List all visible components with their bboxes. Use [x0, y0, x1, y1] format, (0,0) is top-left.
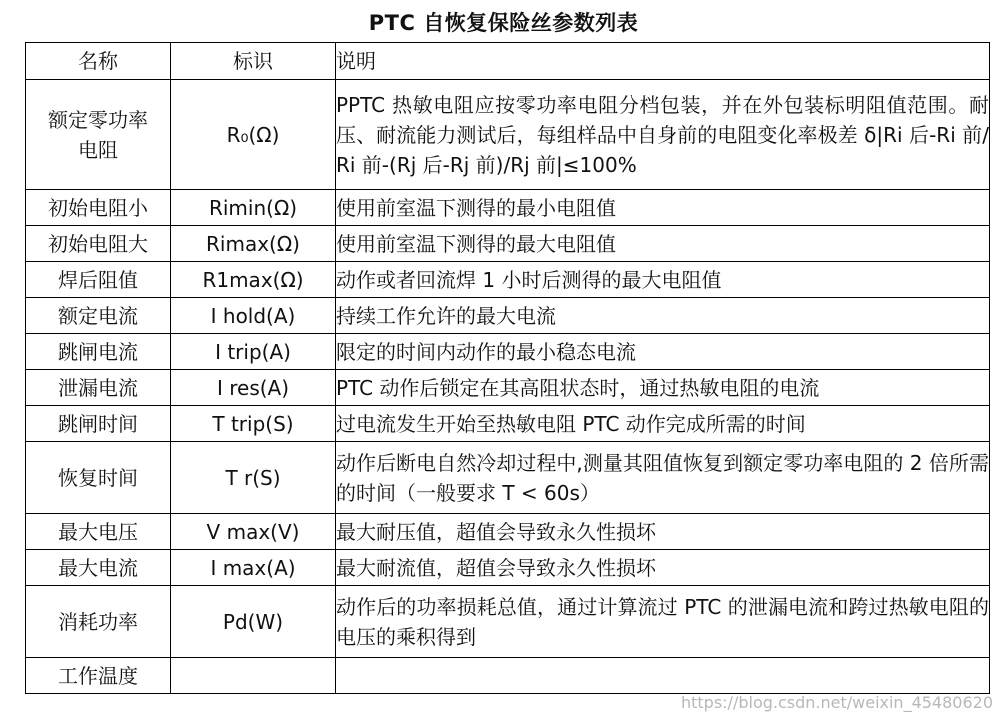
param-description: 最大耐压值，超值会导致永久性损坏	[336, 514, 990, 550]
header-name: 名称	[26, 43, 171, 80]
param-description: 最大耐流值，超值会导致永久性损坏	[336, 550, 990, 586]
param-name: 工作温度	[26, 658, 171, 694]
param-symbol: T r(S)	[171, 442, 336, 514]
param-description: 过电流发生开始至热敏电阻 PTC 动作完成所需的时间	[336, 406, 990, 442]
watermark-text: https://blog.csdn.net/weixin_45480620	[680, 693, 993, 712]
table-row	[26, 370, 990, 406]
param-name: 额定电流	[26, 298, 171, 334]
param-name: 初始电阻小	[26, 190, 171, 226]
param-name: 焊后阻值	[26, 262, 171, 298]
table-title: PTC 自恢复保险丝参数列表	[368, 11, 639, 35]
param-description: 限定的时间内动作的最小稳态电流	[336, 334, 990, 370]
param-symbol: V max(V)	[171, 514, 336, 550]
param-symbol: Rimin(Ω)	[171, 190, 336, 226]
table-header-row	[26, 43, 990, 80]
param-symbol: R1max(Ω)	[171, 262, 336, 298]
table-row	[26, 658, 990, 694]
param-name: 初始电阻大	[26, 226, 171, 262]
param-symbol: R₀(Ω)	[171, 80, 336, 190]
param-description: 动作后的功率损耗总值，通过计算流过 PTC 的泄漏电流和跨过热敏电阻的电压的乘积得到	[336, 586, 990, 658]
param-description: 动作后断电自然冷却过程中,测量其阻值恢复到额定零功率电阻的 2 倍所需的时间（一般要求 T < 60s）	[336, 442, 990, 514]
param-symbol: Pd(W)	[171, 586, 336, 658]
param-symbol: I trip(A)	[171, 334, 336, 370]
header-description: 说明	[336, 43, 990, 80]
param-symbol: Rimax(Ω)	[171, 226, 336, 262]
table-row	[26, 334, 990, 370]
table-row	[26, 406, 990, 442]
param-name: 额定零功率电阻	[26, 80, 171, 190]
param-name: 泄漏电流	[26, 370, 171, 406]
table-row	[26, 514, 990, 550]
param-name: 跳闸电流	[26, 334, 171, 370]
table-row	[26, 262, 990, 298]
param-symbol: I res(A)	[171, 370, 336, 406]
param-description: 使用前室温下测得的最小电阻值	[336, 190, 990, 226]
table-row	[26, 80, 990, 190]
param-symbol: T trip(S)	[171, 406, 336, 442]
param-symbol	[171, 658, 336, 694]
param-name: 恢复时间	[26, 442, 171, 514]
param-description: PTC 动作后锁定在其高阻状态时，通过热敏电阻的电流	[336, 370, 990, 406]
table-row	[26, 190, 990, 226]
parameter-table	[25, 42, 990, 694]
table-row	[26, 442, 990, 514]
param-description: PPTC 热敏电阻应按零功率电阻分档包装，并在外包装标明阻值范围。耐压、耐流能力测试后，每组样品中自身前的电阻变化率极差 δ|Ri 后-Ri 前/Ri 前-(Rj 后-Rj 前)/Rj 前|≤100%	[336, 80, 990, 190]
param-name: 消耗功率	[26, 586, 171, 658]
param-description: 持续工作允许的最大电流	[336, 298, 990, 334]
table-row	[26, 550, 990, 586]
param-name: 最大电压	[26, 514, 171, 550]
param-symbol: I hold(A)	[171, 298, 336, 334]
header-symbol: 标识	[171, 43, 336, 80]
param-name: 最大电流	[26, 550, 171, 586]
table-row	[26, 586, 990, 658]
table-row	[26, 298, 990, 334]
param-symbol: I max(A)	[171, 550, 336, 586]
param-description	[336, 658, 990, 694]
param-description: 动作或者回流焊 1 小时后测得的最大电阻值	[336, 262, 990, 298]
table-row	[26, 226, 990, 262]
param-description: 使用前室温下测得的最大电阻值	[336, 226, 990, 262]
param-name: 跳闸时间	[26, 406, 171, 442]
